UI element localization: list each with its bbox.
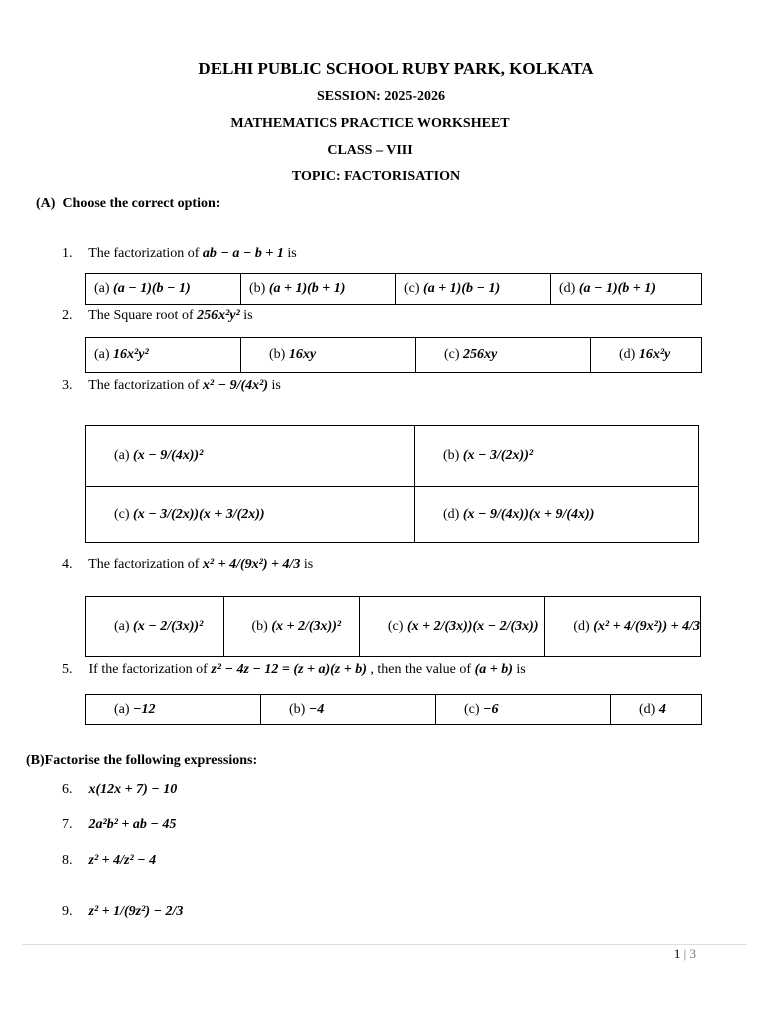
option-b[interactable]: (b) (x + 2/(3x))² xyxy=(223,597,359,657)
option-c[interactable]: (c) (x + 2/(3x))(x − 2/(3x)) xyxy=(359,597,545,657)
section-a-heading: (A) Choose the correct option: xyxy=(36,196,221,211)
question-9: 9. z² + 1/(9z²) − 2/3 xyxy=(62,904,184,919)
option-a[interactable]: (a) (x − 2/(3x))² xyxy=(86,597,224,657)
question-1: 1. The factorization of ab − a − b + 1 is xyxy=(62,246,297,261)
question-5: 5. If the factorization of z² − 4z − 12 = (z + a)(z + b) , then the value of (a + b) is xyxy=(62,662,526,677)
school-name: DELHI PUBLIC SCHOOL RUBY PARK, KOLKATA xyxy=(198,59,594,78)
option-d[interactable]: (d) (x² + 4/(9x²)) + 4/3 xyxy=(545,597,701,657)
question-4: 4. The factorization of x² + 4/(9x²) + 4/3 is xyxy=(62,557,314,572)
option-c[interactable]: (c) (x − 3/(2x))(x + 3/(2x)) xyxy=(86,487,415,543)
options-q5 xyxy=(85,694,702,725)
option-c[interactable]: (c) 256xy xyxy=(416,338,591,373)
option-b[interactable]: (b) (a + 1)(b + 1) xyxy=(241,274,396,305)
option-a[interactable]: (a) (a − 1)(b − 1) xyxy=(86,274,241,305)
worksheet-title: MATHEMATICS PRACTICE WORKSHEET xyxy=(230,116,510,131)
class-label: CLASS – VIII xyxy=(327,143,413,158)
section-b-heading: (B)Factorise the following expressions: xyxy=(26,753,258,768)
footer-divider xyxy=(22,944,747,945)
question-2: 2. The Square root of 256x²y² is xyxy=(62,308,253,323)
question-6: 6. x(12x + 7) − 10 xyxy=(62,782,178,797)
option-d[interactable]: (d) 4 xyxy=(611,695,702,725)
option-b[interactable]: (b) (x − 3/(2x))² xyxy=(415,426,699,487)
options-q4 xyxy=(85,596,701,657)
option-a[interactable]: (a) (x − 9/(4x))² xyxy=(86,426,415,487)
options-q3 xyxy=(85,425,699,543)
option-c[interactable]: (c) (a + 1)(b − 1) xyxy=(396,274,551,305)
option-d[interactable]: (d) (x − 9/(4x))(x + 9/(4x)) xyxy=(415,487,699,543)
option-d[interactable]: (d) (a − 1)(b + 1) xyxy=(551,274,702,305)
option-a[interactable]: (a) 16x²y² xyxy=(86,338,241,373)
question-7: 7. 2a²b² + ab − 45 xyxy=(62,817,177,832)
page-number: 1 | 3 xyxy=(673,946,696,961)
topic-label: TOPIC: FACTORISATION xyxy=(291,169,461,184)
question-8: 8. z² + 4/z² − 4 xyxy=(62,853,157,868)
option-a[interactable]: (a) −12 xyxy=(86,695,261,725)
option-d[interactable]: (d) 16x²y xyxy=(591,338,702,373)
option-b[interactable]: (b) 16xy xyxy=(241,338,416,373)
session: SESSION: 2025-2026 xyxy=(317,89,445,104)
options-q1 xyxy=(85,273,702,305)
options-q2 xyxy=(85,337,702,373)
question-3: 3. The factorization of x² − 9/(4x²) is xyxy=(62,378,281,393)
option-c[interactable]: (c) −6 xyxy=(436,695,611,725)
option-b[interactable]: (b) −4 xyxy=(261,695,436,725)
